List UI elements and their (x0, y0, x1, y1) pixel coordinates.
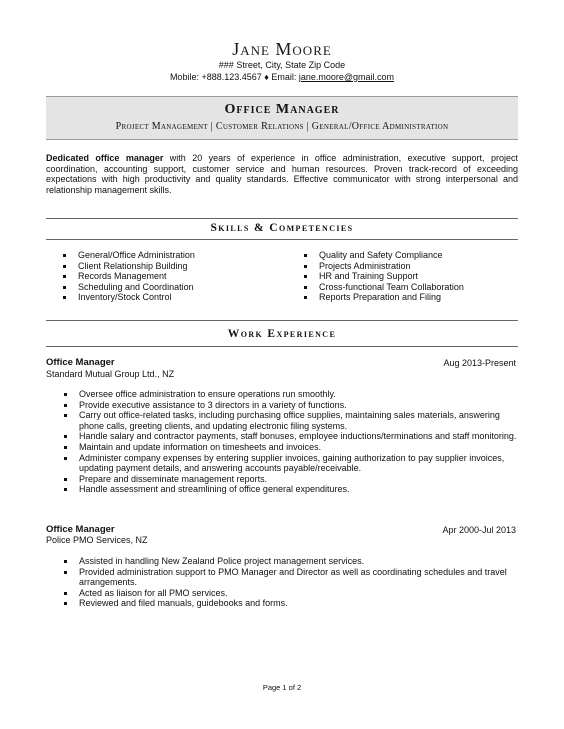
duty-item: Carry out office-related tasks, including purchasing office supplies, maintaining sales materials, answering phone calls, greeting clients, and updating electronic filing systems. (64, 410, 519, 431)
skill-item: Scheduling and Coordination (60, 282, 195, 293)
duty-item: Assisted in handling New Zealand Police project management services. (64, 556, 519, 567)
skills-top-rule (46, 218, 518, 219)
skill-item: HR and Training Support (301, 271, 464, 282)
skill-item: Inventory/Stock Control (60, 292, 195, 303)
duty-item: Oversee office administration to ensure operations run smoothly. (64, 389, 519, 400)
skills-heading: Skills & Competencies (210, 222, 354, 234)
skill-item: Cross-functional Team Collaboration (301, 282, 464, 293)
experience-top-rule (46, 320, 518, 321)
duty-item: Acted as liaison for all PMO services. (64, 588, 519, 599)
job-dates: Apr 2000-Jul 2013 (442, 525, 516, 535)
contact-phone: Mobile: +888.123.4567 ♦ Email: (169, 72, 299, 82)
duty-item: Reviewed and filed manuals, guidebooks and forms. (64, 598, 519, 609)
skill-item: Client Relationship Building (60, 261, 195, 272)
duty-item: Handle salary and contractor payments, staff bonuses, employee inductions/terminations and staff monitoring. (64, 431, 519, 442)
skill-item: Projects Administration (301, 261, 464, 272)
candidate-name: Jane Moore (232, 39, 332, 59)
job-dates: Aug 2013-Present (443, 358, 516, 368)
duty-item: Maintain and update information on timesheets and invoices. (64, 442, 519, 453)
target-role: Office Manager (224, 102, 340, 117)
skill-item: Records Management (60, 271, 195, 282)
skills-list-right (301, 250, 464, 303)
page-number: Page 1 of 2 (262, 683, 302, 692)
experience-bottom-rule (46, 346, 518, 347)
skill-item: Reports Preparation and Filing (301, 292, 464, 303)
job-title: Office Manager (46, 524, 115, 535)
contact-line (0, 72, 564, 82)
skill-item: Quality and Safety Compliance (301, 250, 464, 261)
job-company: Standard Mutual Group Ltd., NZ (46, 369, 175, 379)
skills-list-left (60, 250, 195, 303)
email-link[interactable]: jane.moore@gmail.com (298, 72, 395, 82)
duty-item: Handle assessment and streamlining of office general expenditures. (64, 484, 519, 495)
focus-areas: Project Management | Customer Relations | General/Office Administration (115, 121, 449, 132)
job-title: Office Manager (46, 357, 115, 368)
address: ### Street, City, State Zip Code (218, 60, 346, 70)
duty-item: Provided administration support to PMO Manager and Director as well as coordinating schedules and travel arrangements. (64, 567, 519, 588)
job-duties (64, 556, 519, 609)
skill-item: General/Office Administration (60, 250, 195, 261)
job-company: Police PMO Services, NZ (46, 535, 148, 545)
profile-summary (46, 153, 518, 195)
title-band (46, 96, 518, 140)
summary-text: with 20 years of experience in office administration, executive support, project coordination, accounting support, customer service and human resources. Proven track-record of exceeding expectations with high productivity and quality standards. Effective communicator with strong interpersonal and relationship management skills. (46, 153, 518, 195)
duty-item: Prepare and disseminate management reports. (64, 474, 519, 485)
duty-item: Provide executive assistance to 3 directors in a variety of functions. (64, 400, 519, 411)
summary-lead: Dedicated office manager (46, 153, 164, 163)
job-duties (64, 389, 519, 495)
duty-item: Administer company expenses by entering supplier invoices, gaining authorization to pay supplier invoices, updating payment details, and answering accounts payable/receivable. (64, 453, 519, 474)
skills-bottom-rule (46, 239, 518, 240)
experience-heading: Work Experience (227, 328, 337, 340)
